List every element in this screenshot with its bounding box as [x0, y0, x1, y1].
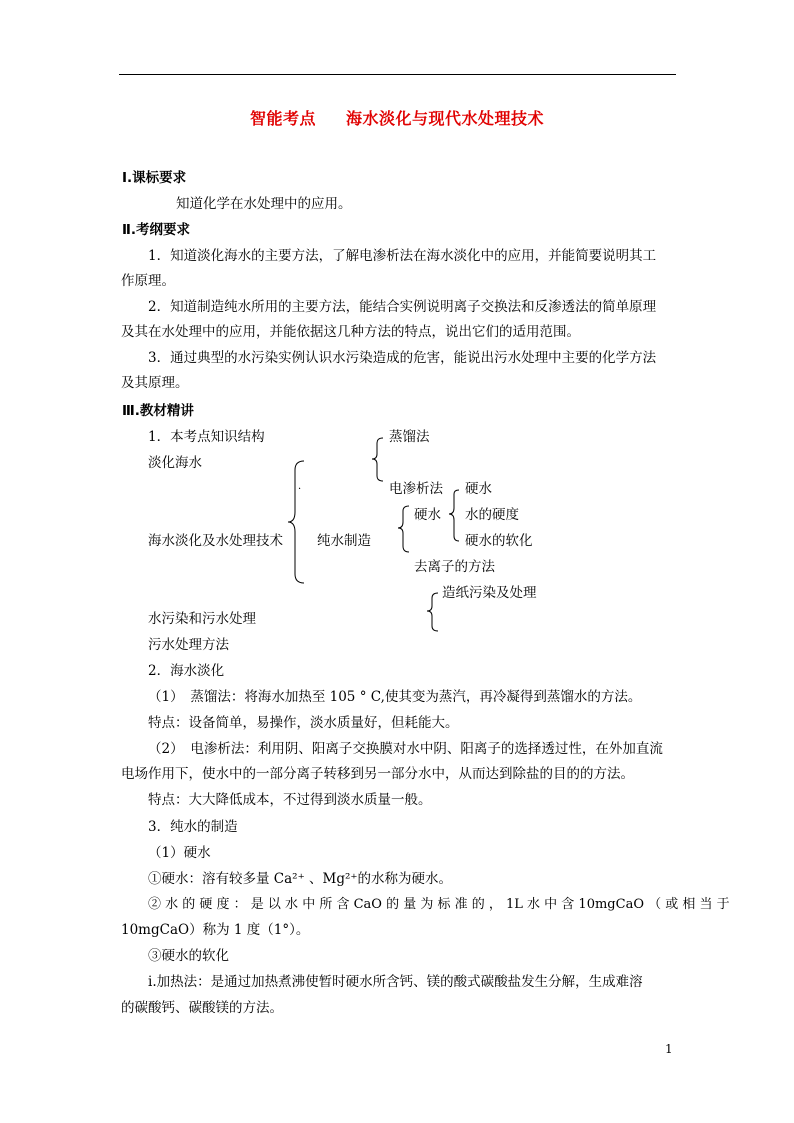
- node-root: 海水淡化及水处理技术: [148, 533, 283, 549]
- s3-item2-line2: 10mgCaO）称为 1 度（1°）。: [121, 922, 310, 938]
- s2-p2-line2: 电场作用下，使水中的一部分离子转移到另一部分水中，从而达到除盐的目的的方法。: [121, 766, 634, 782]
- s3-item3-i-line2: 的碳酸钙、碳酸镁的方法。: [121, 1000, 283, 1016]
- diagram-heading: 1．本考点知识结构: [148, 429, 265, 445]
- section2-p3-line2: 及其原理。: [121, 375, 189, 391]
- s3-item3: ③硬水的软化: [148, 948, 229, 964]
- section2-p2-line1: 2．知道制造纯水所用的主要方法，能结合实例说明离子交换法和反渗透法的简单原理: [148, 299, 657, 315]
- brace-yingshui: [449, 490, 459, 541]
- s2-heading: 2．海水淡化: [148, 663, 225, 679]
- node-zaozhi: 造纸污染及处理: [442, 585, 537, 601]
- node-ruanhua: 硬水的软化: [465, 533, 533, 549]
- brace-main: [288, 461, 304, 583]
- s2-p2-feature: 特点：大大降低成本，不过得到淡水质量一般。: [148, 792, 432, 808]
- node-quliz: 去离子的方法: [414, 559, 495, 575]
- s3-heading: 3．纯水的制造: [148, 819, 238, 835]
- node-danhua: 淡化海水: [148, 455, 202, 471]
- section1-text: 知道化学在水处理中的应用。: [176, 196, 352, 212]
- section2-p2-line2: 及其在水处理中的应用，并能依据这几种方法的特点，说出它们的适用范围。: [121, 324, 580, 340]
- node-yingshui-mid: 硬水: [414, 507, 441, 523]
- brace-wuran: [427, 593, 438, 631]
- brace-danhua: [372, 438, 383, 481]
- page-number: 1: [665, 1042, 673, 1056]
- s3-item2-line1: ② 水 的 硬 度 ： 是 以 水 中 所 含 CaO 的 量 为 标 准 的 ， 1L 水 中 含 10mgCaO （ 或 相 当 于: [148, 897, 730, 912]
- node-dianshenxi: 电渗析法: [389, 481, 443, 497]
- section1-heading: Ⅰ.课标要求: [122, 170, 187, 186]
- section3-heading: Ⅲ.教材精讲: [122, 403, 194, 419]
- section2-p3-line1: 3．通过典型的水污染实例认识水污染造成的危害，能说出污水处理中主要的化学方法: [148, 350, 657, 366]
- node-wuran: 水污染和污水处理: [148, 611, 256, 627]
- node-yingshui-top: 硬水: [465, 481, 492, 497]
- s2-p2-line1: （2） 电渗析法：利用阴、阳离子交换膜对水中阴、阳离子的选择透过性，在外加直流: [148, 741, 663, 757]
- title-part1: 智能考点: [249, 109, 316, 128]
- s3-item1: ①硬水：溶有较多量 Ca²⁺ 、Mg²⁺的水称为硬水。: [148, 871, 452, 887]
- brace-chunshui: [398, 506, 409, 552]
- node-chunshui: 纯水制造: [317, 533, 371, 549]
- node-wushui-method: 污水处理方法: [148, 637, 229, 653]
- s3-item3-i-line1: ⅰ.加热法：是通过加热煮沸使暂时硬水所含钙、镁的酸式碳酸盐发生分解，生成难溶: [148, 974, 643, 990]
- section2-heading: Ⅱ.考纲要求: [122, 222, 191, 238]
- section2-p1-line1: 1．知道淡化海水的主要方法，了解电渗析法在海水淡化中的应用，并能简要说明其工: [148, 248, 657, 264]
- stray-dot: ·: [298, 484, 302, 495]
- section2-p1-line2: 作原理。: [121, 273, 175, 289]
- s2-p1: （1） 蒸馏法：将海水加热至 105 ° C,使其变为蒸汽，再冷凝得到蒸馏水的方法。: [148, 689, 642, 705]
- node-zhengliu: 蒸馏法: [389, 429, 430, 445]
- s3-sub1: （1）硬水: [148, 845, 211, 861]
- s2-p1-feature: 特点：设备简单，易操作，淡水质量好，但耗能大。: [148, 715, 459, 731]
- node-yingdu: 水的硬度: [465, 507, 519, 523]
- title-part2: 海水淡化与现代水处理技术: [346, 109, 545, 128]
